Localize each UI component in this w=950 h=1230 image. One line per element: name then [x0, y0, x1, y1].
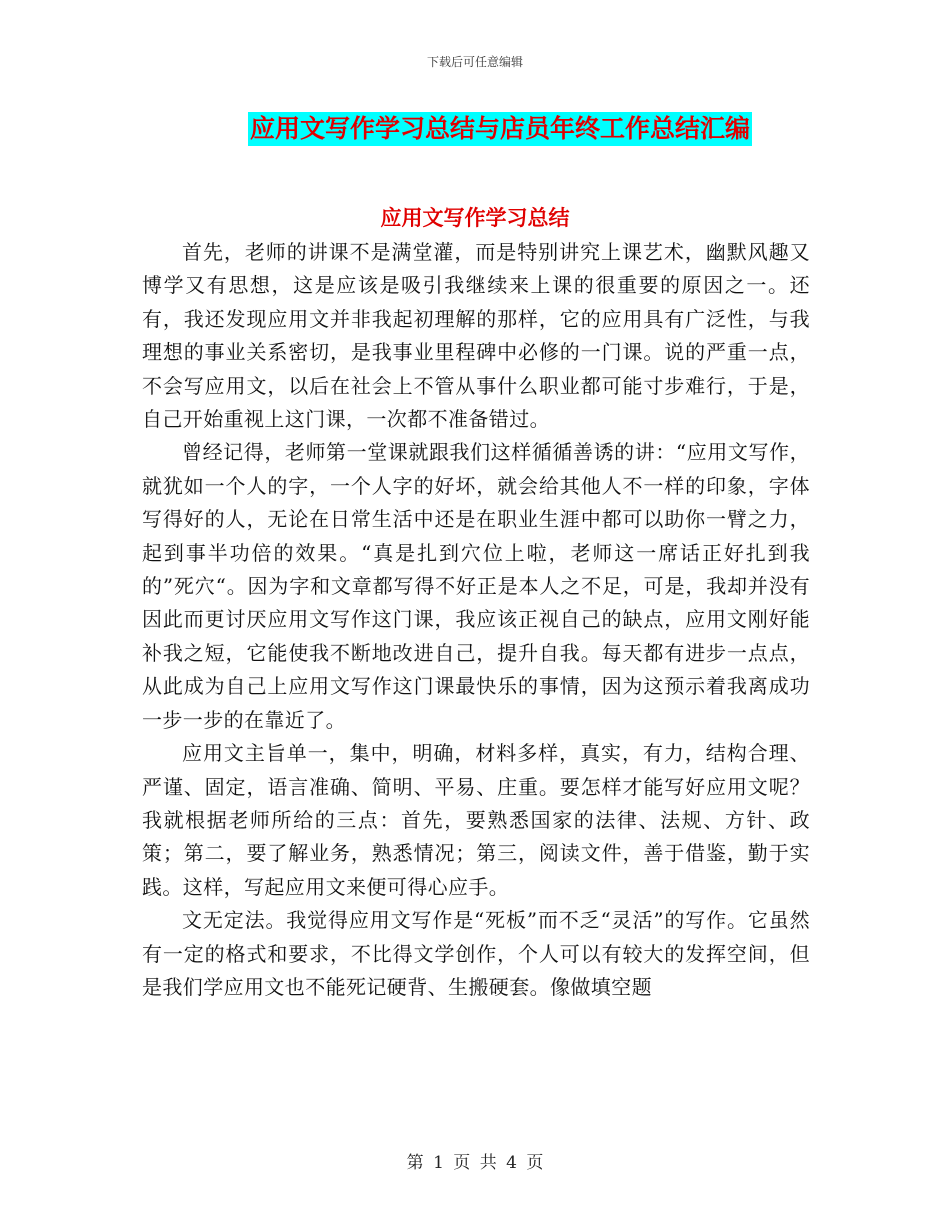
document-title: 应用文写作学习总结与店员年终工作总结汇编	[248, 112, 752, 146]
document-body	[142, 236, 810, 1004]
page-number-footer: 第 1 页 共 4 页	[406, 1153, 544, 1173]
page-header: 下载后可任意编辑	[426, 55, 523, 69]
paragraph-3: 应用文主旨单一，集中，明确，材料多样，真实，有力，结构合理、严谨、固定，语言准确、简明、平易、庄重。要怎样才能写好应用文呢？我就根据老师所给的三点：首先，要熟悉国家的法律、法规、方针、政策；第二，要了解业务，熟悉情况；第三，阅读文件，善于借鉴，勤于实践。这样，写起应用文来便可得心应手。	[142, 741, 810, 899]
paragraph-1: 首先，老师的讲课不是满堂灌，而是特别讲究上课艺术，幽默风趣又博学又有思想，这是应该是吸引我继续来上课的很重要的原因之一。还有，我还发现应用文并非我起初理解的那样，它的应用具有广泛性，与我理想的事业关系密切，是我事业里程碑中必修的一门课。说的严重一点，不会写应用文，以后在社会上不管从事什么职业都可能寸步难行，于是，自己开始重视上这门课，一次都不准备错过。	[142, 240, 810, 432]
document-title-container	[0, 112, 950, 146]
paragraph-4: 文无定法。我觉得应用文写作是“死板”而不乏“灵活”的写作。它虽然有一定的格式和要求，不比得文学创作，个人可以有较大的发挥空间，但是我们学应用文也不能死记硬背、生搬硬套。像做填空题	[142, 908, 810, 999]
paragraph-2: 曾经记得，老师第一堂课就跟我们这样循循善诱的讲：“应用文写作，就犹如一个人的字，一个人字的好坏，就会给其他人不一样的印象，字体写得好的人，无论在日常生活中还是在职业生涯中都可以助你一臂之力，起到事半功倍的效果。“真是扎到穴位上啦，老师这一席话正好扎到我的”死穴“。因为字和文章都写得不好正是本人之不足，可是，我却并没有因此而更讨厌应用文写作这门课，我应该正视自己的缺点，应用文刚好能补我之短，它能使我不断地改进自己，提升自我。每天都有进步一点点，从此成为自己上应用文写作这门课最快乐的事情，因为这预示着我离成功一步一步的在靠近了。	[142, 440, 810, 732]
section-title: 应用文写作学习总结	[380, 206, 570, 230]
